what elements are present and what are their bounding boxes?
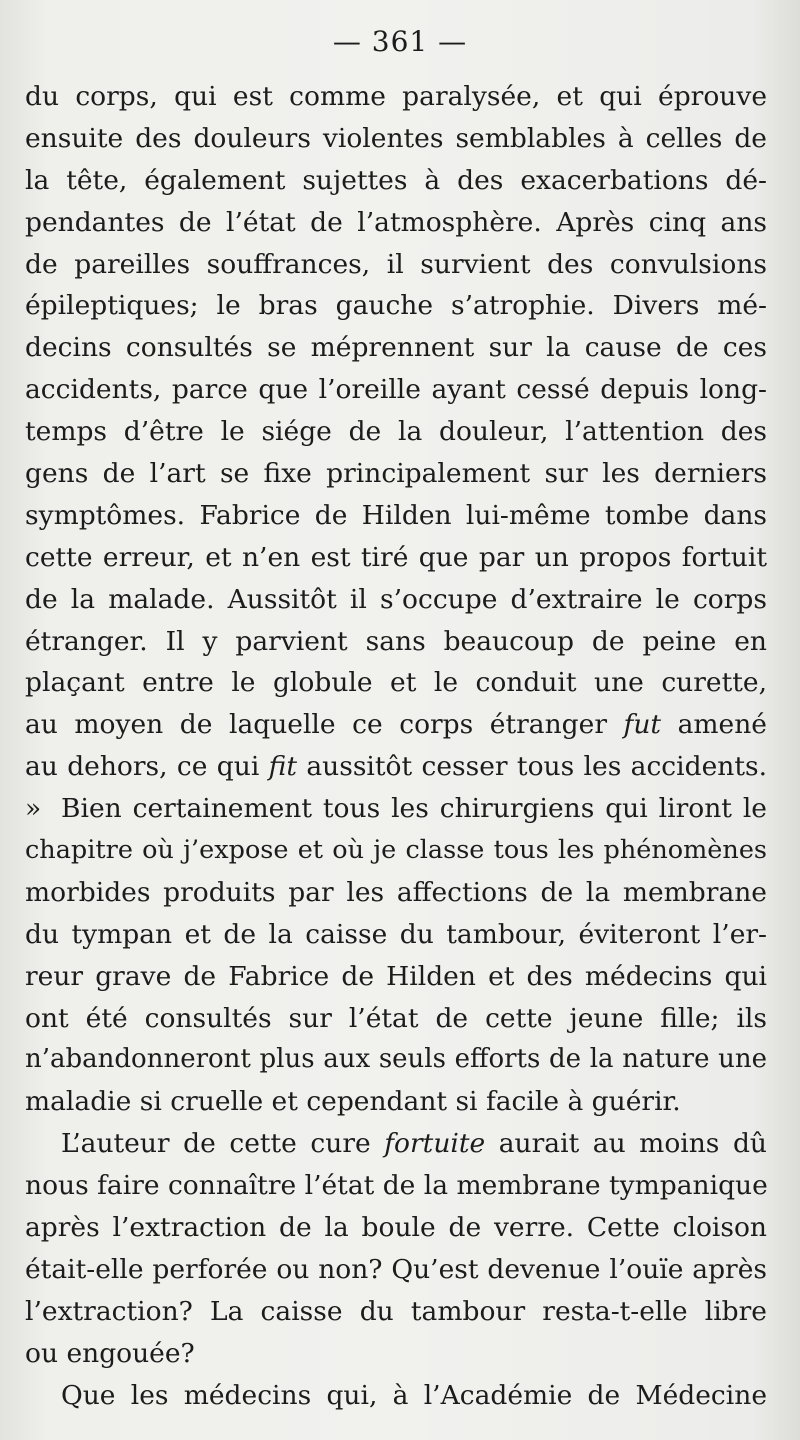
text-line: symptômes. Fabrice de Hilden lui-même tombe dans	[25, 499, 767, 531]
text-line: ensuite des douleurs violentes semblables à celles de	[25, 122, 767, 154]
text-line: pendantes de l’état de l’atmosphère. Après cinq ans	[25, 206, 767, 238]
text-line: la tête, également sujettes à des exacerbations dé-	[25, 164, 767, 196]
text-line: ou engouée?	[25, 1337, 195, 1369]
text-line: étranger. Il y parvient sans beaucoup de peine en	[25, 625, 767, 657]
text-line: decins consultés se méprennent sur la cause de ces	[25, 332, 767, 364]
text-line: Bien certainement tous les chirurgiens qui liront le	[61, 793, 767, 825]
text-segment: amené	[661, 709, 767, 741]
text-line: cette erreur, et n’en est tiré que par un propos fortuit	[25, 541, 767, 573]
text-segment: aurait au moins dû	[485, 1128, 767, 1160]
text-line: épileptiques; le bras gauche s’atrophie. Divers mé-	[25, 290, 767, 322]
text-line: n’abandonneront plus aux seuls efforts de la nature une	[25, 1044, 767, 1075]
text-line: maladie si cruelle et cependant si facile à guérir.	[25, 1086, 681, 1118]
text-line: après l’extraction de la boule de verre. Cette cloison	[25, 1212, 767, 1244]
text-line: morbides produits par les affections de la membrane	[25, 876, 767, 908]
italic-word: fortuite	[384, 1128, 486, 1160]
text-line: de la malade. Aussitôt il s’occupe d’extraire le corps	[25, 583, 767, 615]
text-line: Que les médecins qui, à l’Académie de Médecine	[61, 1379, 767, 1411]
italic-word: fit	[268, 751, 297, 783]
text-segment: au moyen de laquelle ce corps étranger	[25, 709, 624, 741]
text-line: reur grave de Fabrice de Hilden et des médecins qui	[25, 960, 767, 992]
text-line: plaçant entre le globule et le conduit une curette,	[25, 667, 767, 699]
text-line: était-elle perforée ou non? Qu’est devenue l’ouïe après	[25, 1253, 767, 1285]
text-line: du corps, qui est comme paralysée, et qui éprouve	[25, 81, 767, 112]
text-line: gens de l’art se fixe principalement sur les derniers	[25, 458, 767, 490]
text-segment: au dehors, ce qui	[25, 751, 269, 783]
page-number-header: — 361 —	[332, 25, 468, 58]
text-line: accidents, parce que l’oreille ayant cessé depuis long-	[25, 374, 767, 406]
italic-word: fut	[623, 709, 662, 741]
text-line: du tympan et de la caisse du tambour, éviteront l’er-	[25, 918, 767, 950]
text-line	[25, 1123, 767, 1165]
text-line: de pareilles souffrances, il survient des convulsions	[25, 248, 767, 280]
text-line	[25, 704, 767, 746]
text-line: temps d’être le siége de la douleur, l’attention des	[25, 416, 767, 448]
text-line: nous faire connaître l’état de la membrane tympanique	[25, 1170, 768, 1202]
text-segment: aussitôt cesser tous les accidents. »	[25, 751, 767, 825]
text-line: l’extraction? La caisse du tambour resta-t-elle libre	[25, 1295, 767, 1327]
text-segment: L’auteur de cette cure	[61, 1128, 385, 1160]
page-body-text	[25, 76, 767, 1417]
text-line: chapitre où j’expose et où je classe tous les phénomènes	[25, 835, 767, 866]
text-line: ont été consultés sur l’état de cette jeune fille; ils	[25, 1002, 767, 1034]
